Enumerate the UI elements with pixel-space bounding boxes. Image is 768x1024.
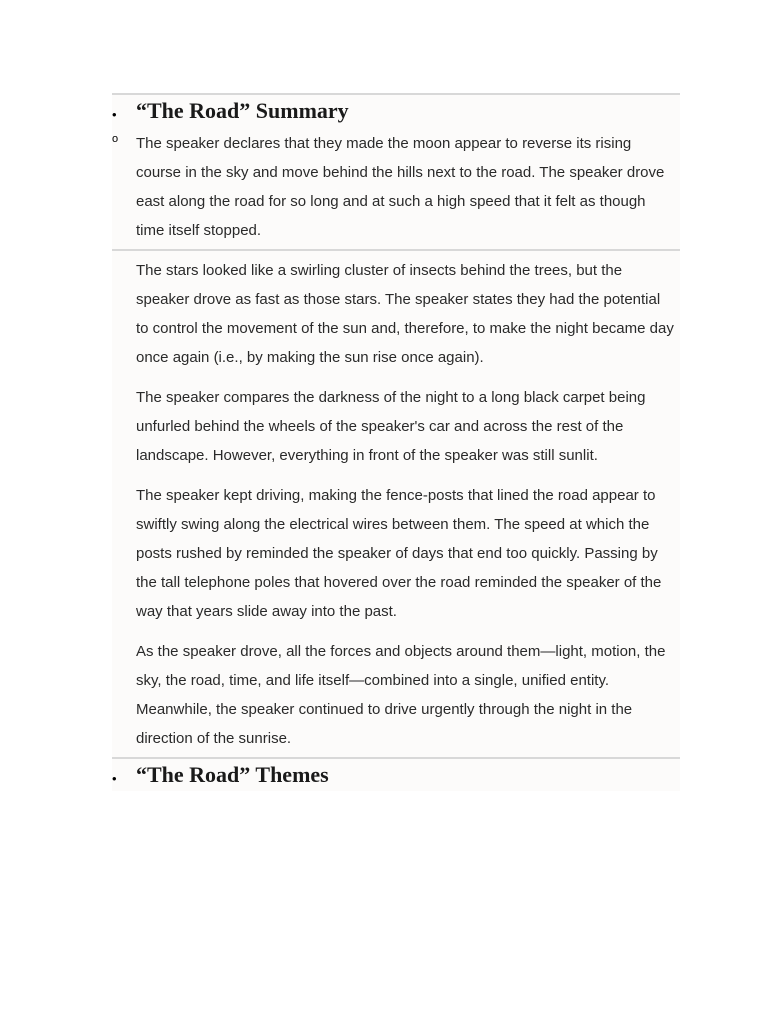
themes-heading: “The Road” Themes xyxy=(136,762,329,787)
summary-heading: “The Road” Summary xyxy=(136,98,349,123)
bullet-disc: • xyxy=(112,107,117,122)
paragraph-2: The stars looked like a swirling cluster of insects behind the trees, but the speaker drove as fast as those stars. The speaker states they had the potential to control the movement of the sun and, therefore, to make the night became day once again (i.e., by making the sun rise once again). xyxy=(136,262,674,366)
summary-first-item xyxy=(112,127,680,251)
section-heading-summary xyxy=(112,95,680,127)
paragraph-1: The speaker declares that they made the moon appear to reverse its rising course in the sky and move behind the hills next to the road. The speaker drove east along the road for so long and at such a high speed that it felt as though time itself stopped. xyxy=(136,135,665,239)
bullet-disc: • xyxy=(112,771,117,786)
section-heading-themes xyxy=(112,759,680,791)
paragraph-4: The speaker kept driving, making the fence-posts that lined the road appear to swiftly swing along the electrical wires between them. The speed at which the posts rushed by reminded the speaker of days that end too quickly. Passing by the tall telephone poles that hovered over the road reminded the speaker of the way that years slide away into the past. xyxy=(136,487,662,620)
document-content xyxy=(112,93,680,791)
paragraph-3: The speaker compares the darkness of the night to a long black carpet being unfurled behind the wheels of the speaker's car and across the rest of the landscape. However, everything in front of the speaker was still sunlit. xyxy=(136,389,646,464)
paragraph-5: As the speaker drove, all the forces and objects around them—light, motion, the sky, the road, time, and life itself—combined into a single, unified entity. Meanwhile, the speaker continued to drive urgently through the night in the direction of the sunrise. xyxy=(136,643,666,747)
summary-continued xyxy=(112,251,680,759)
bullet-circle: o xyxy=(112,133,119,145)
